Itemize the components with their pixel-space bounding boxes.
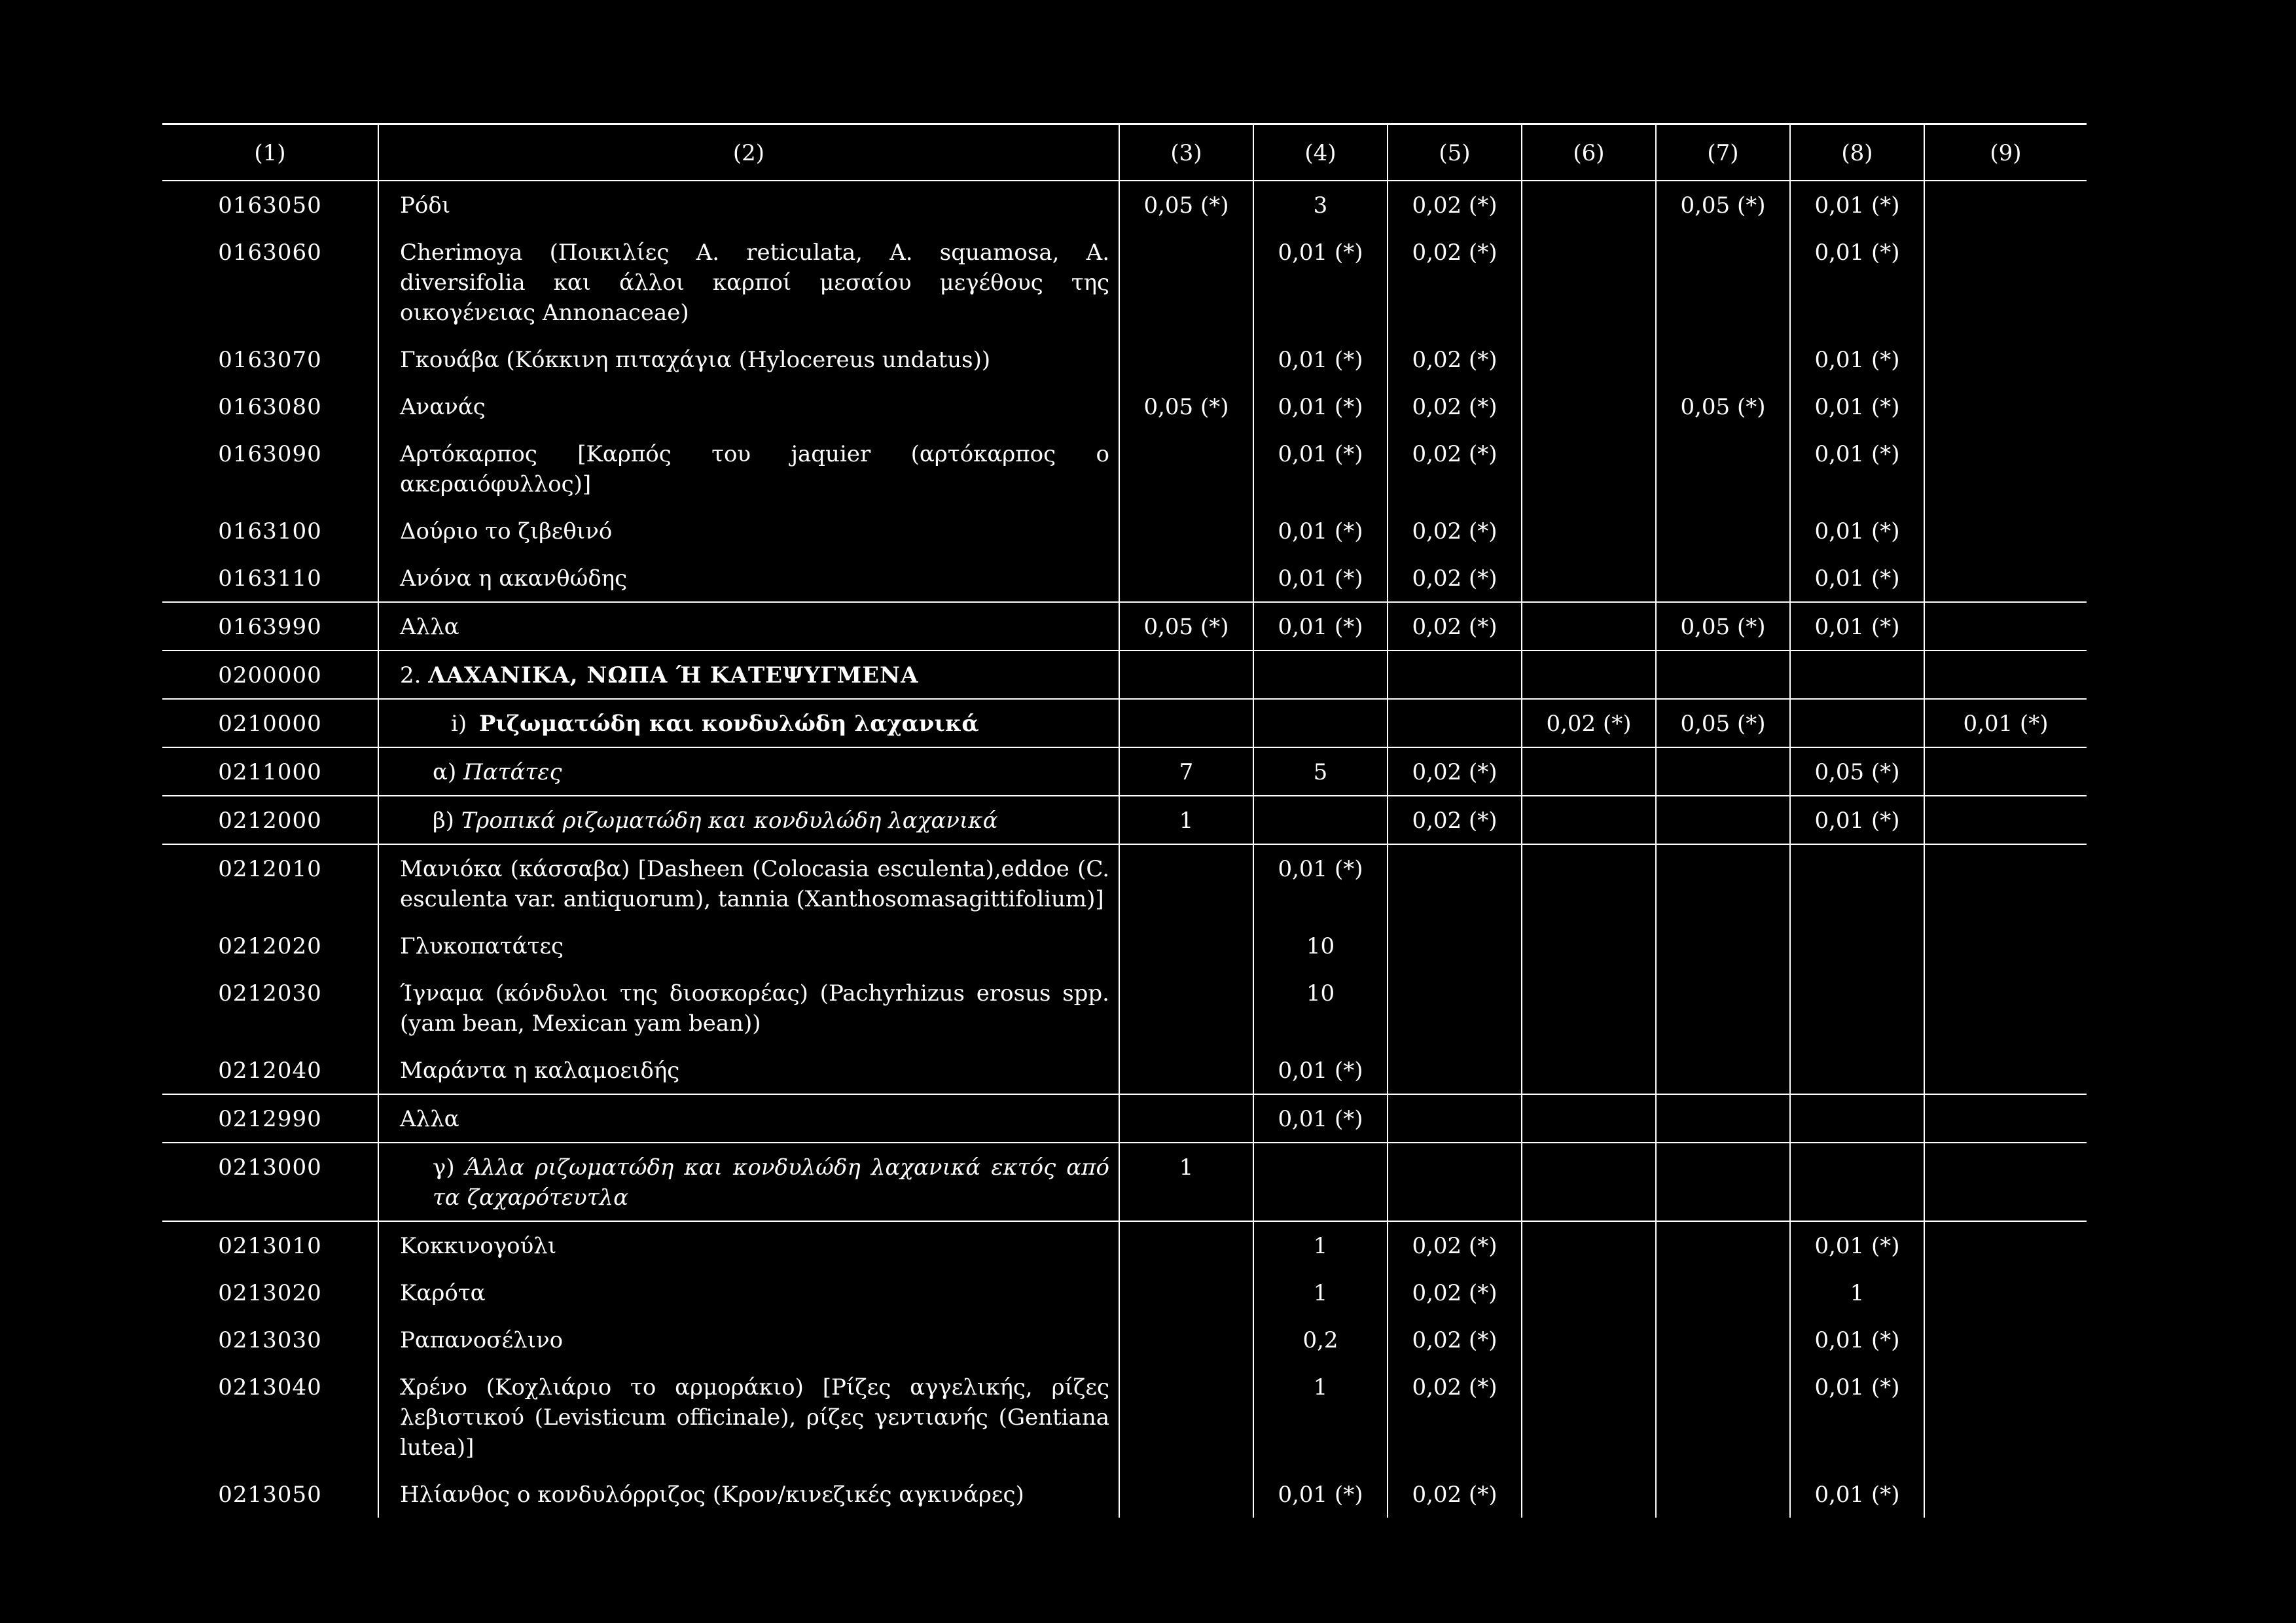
product-code: 0163050 — [162, 181, 378, 228]
mrl-value-col-4: 0,01 (*) — [1253, 228, 1388, 336]
product-name: Αλλα — [400, 1106, 459, 1132]
mrl-value-col-3 — [1119, 1046, 1253, 1094]
table-row — [162, 336, 2087, 383]
mrl-value-col-6 — [1522, 1471, 1656, 1518]
product-name: ΛΑΧΑΝΙΚΑ, ΝΩΠΑ Ή ΚΑΤΕΨΥΓΜΕΝΑ — [428, 662, 919, 688]
mrl-value-col-5: 0,02 (*) — [1388, 747, 1522, 796]
product-code: 0163070 — [162, 336, 378, 383]
table-row — [162, 1046, 2087, 1094]
mrl-value-col-9 — [1924, 602, 2087, 651]
product-description — [378, 1471, 1119, 1518]
mrl-value-col-7 — [1656, 554, 1790, 602]
mrl-value-col-7 — [1656, 651, 1790, 699]
header-row — [162, 124, 2087, 181]
mrl-value-col-9 — [1924, 1143, 2087, 1221]
mrl-value-col-4: 0,01 (*) — [1253, 1046, 1388, 1094]
product-code: 0212030 — [162, 969, 378, 1046]
mrl-value-col-3 — [1119, 1471, 1253, 1518]
table-row — [162, 228, 2087, 336]
mrl-value-col-8 — [1790, 969, 1924, 1046]
mrl-value-col-8 — [1790, 844, 1924, 922]
mrl-value-col-4: 0,01 (*) — [1253, 430, 1388, 507]
mrl-value-col-4: 0,01 (*) — [1253, 1471, 1388, 1518]
table-row — [162, 1363, 2087, 1471]
product-code: 0200000 — [162, 651, 378, 699]
product-name: Πατάτες — [463, 759, 562, 785]
product-name: Ηλίανθος ο κονδυλόρριζος (Κρον/κινεζικές αγκινάρες) — [400, 1482, 1024, 1508]
mrl-value-col-7: 0,05 (*) — [1656, 383, 1790, 430]
mrl-value-col-7 — [1656, 1269, 1790, 1316]
mrl-value-col-6 — [1522, 969, 1656, 1046]
mrl-value-col-5: 0,02 (*) — [1388, 1316, 1522, 1363]
mrl-value-col-3 — [1119, 336, 1253, 383]
mrl-value-col-9 — [1924, 1269, 2087, 1316]
product-description — [378, 1316, 1119, 1363]
mrl-value-col-6 — [1522, 651, 1656, 699]
column-header-3: (3) — [1119, 124, 1253, 181]
mrl-value-col-9 — [1924, 1046, 2087, 1094]
product-description — [378, 383, 1119, 430]
mrl-value-col-3 — [1119, 969, 1253, 1046]
mrl-value-col-5: 0,02 (*) — [1388, 336, 1522, 383]
mrl-value-col-8: 0,01 (*) — [1790, 1363, 1924, 1471]
mrl-value-col-9 — [1924, 922, 2087, 969]
product-description — [378, 336, 1119, 383]
mrl-value-col-7 — [1656, 747, 1790, 796]
mrl-value-col-7 — [1656, 1143, 1790, 1221]
mrl-value-col-5: 0,02 (*) — [1388, 796, 1522, 844]
mrl-value-col-8 — [1790, 1046, 1924, 1094]
mrl-value-col-4: 0,01 (*) — [1253, 383, 1388, 430]
product-description — [378, 651, 1119, 699]
mrl-value-col-9 — [1924, 1094, 2087, 1143]
product-description — [378, 1143, 1119, 1221]
mrl-value-col-7 — [1656, 1221, 1790, 1269]
residue-limits-table — [162, 123, 2087, 1518]
product-description — [378, 699, 1119, 747]
mrl-value-col-3 — [1119, 1316, 1253, 1363]
mrl-value-col-8 — [1790, 651, 1924, 699]
product-description — [378, 602, 1119, 651]
product-code: 0163990 — [162, 602, 378, 651]
item-number: i) — [451, 711, 467, 737]
mrl-value-col-3 — [1119, 1094, 1253, 1143]
mrl-value-col-4: 1 — [1253, 1363, 1388, 1471]
mrl-value-col-8: 0,01 (*) — [1790, 336, 1924, 383]
product-code: 0211000 — [162, 747, 378, 796]
mrl-value-col-6 — [1522, 1094, 1656, 1143]
mrl-value-col-8: 0,05 (*) — [1790, 747, 1924, 796]
table-row — [162, 1471, 2087, 1518]
mrl-value-col-3 — [1119, 554, 1253, 602]
mrl-value-col-8: 1 — [1790, 1269, 1924, 1316]
mrl-value-col-4 — [1253, 651, 1388, 699]
column-header-8: (8) — [1790, 124, 1924, 181]
product-code: 0212000 — [162, 796, 378, 844]
product-name: Μαράντα η καλαμοειδής — [400, 1058, 680, 1084]
product-name: Ίγναμα (κόνδυλοι της διοσκορέας) (Pachyrhizus erosus spp. (yam bean, Mexican yam bean)) — [400, 980, 1109, 1037]
mrl-value-col-7 — [1656, 336, 1790, 383]
mrl-value-col-6 — [1522, 796, 1656, 844]
mrl-value-col-7: 0,05 (*) — [1656, 181, 1790, 228]
product-name: Ραπανοσέλινο — [400, 1327, 564, 1353]
mrl-value-col-5: 0,02 (*) — [1388, 228, 1522, 336]
mrl-value-col-7 — [1656, 1471, 1790, 1518]
product-name: Καρότα — [400, 1280, 486, 1306]
mrl-value-col-4: 0,01 (*) — [1253, 336, 1388, 383]
product-code: 0163100 — [162, 507, 378, 554]
product-code: 0163080 — [162, 383, 378, 430]
mrl-value-col-6 — [1522, 747, 1656, 796]
table-row — [162, 699, 2087, 747]
mrl-value-col-7: 0,05 (*) — [1656, 699, 1790, 747]
mrl-value-col-8: 0,01 (*) — [1790, 228, 1924, 336]
table-row — [162, 651, 2087, 699]
product-code: 0212010 — [162, 844, 378, 922]
product-name: Γλυκοπατάτες — [400, 933, 564, 959]
product-description — [378, 747, 1119, 796]
mrl-value-col-8 — [1790, 922, 1924, 969]
mrl-value-col-4: 0,01 (*) — [1253, 844, 1388, 922]
mrl-value-col-7 — [1656, 844, 1790, 922]
mrl-value-col-5 — [1388, 1143, 1522, 1221]
product-code: 0213030 — [162, 1316, 378, 1363]
mrl-value-col-3: 0,05 (*) — [1119, 602, 1253, 651]
product-name: Δούριο το ζιβεθινό — [400, 518, 613, 544]
mrl-value-col-6 — [1522, 430, 1656, 507]
table-row — [162, 844, 2087, 922]
table-row — [162, 383, 2087, 430]
mrl-value-col-6 — [1522, 1269, 1656, 1316]
mrl-value-col-4: 1 — [1253, 1269, 1388, 1316]
mrl-value-col-9 — [1924, 228, 2087, 336]
table-row — [162, 1269, 2087, 1316]
product-description — [378, 1221, 1119, 1269]
mrl-value-col-9 — [1924, 1221, 2087, 1269]
mrl-value-col-6 — [1522, 922, 1656, 969]
mrl-value-col-8: 0,01 (*) — [1790, 383, 1924, 430]
product-code: 0213020 — [162, 1269, 378, 1316]
mrl-value-col-9 — [1924, 507, 2087, 554]
product-name: Κοκκινογούλι — [400, 1233, 557, 1259]
mrl-value-col-5: 0,02 (*) — [1388, 430, 1522, 507]
mrl-value-col-7 — [1656, 507, 1790, 554]
product-name: Ανόνα η ακανθώδης — [400, 565, 628, 592]
item-number: γ) — [433, 1154, 455, 1181]
product-name: Cherimoya (Ποικιλίες A. reticulata, A. squamosa, A. diversifolia και άλλοι καρποί μεσαίου μεγέθους της οικογένειας Annonaceae) — [400, 240, 1109, 326]
mrl-value-col-9 — [1924, 796, 2087, 844]
mrl-value-col-4 — [1253, 796, 1388, 844]
table-row — [162, 554, 2087, 602]
product-code: 0213050 — [162, 1471, 378, 1518]
mrl-value-col-3: 1 — [1119, 796, 1253, 844]
product-code: 0212020 — [162, 922, 378, 969]
mrl-value-col-6 — [1522, 554, 1656, 602]
mrl-value-col-4: 0,01 (*) — [1253, 554, 1388, 602]
mrl-value-col-9 — [1924, 844, 2087, 922]
product-description — [378, 969, 1119, 1046]
mrl-value-col-4: 1 — [1253, 1221, 1388, 1269]
mrl-value-col-6 — [1522, 336, 1656, 383]
mrl-value-col-5 — [1388, 699, 1522, 747]
column-header-9: (9) — [1924, 124, 2087, 181]
product-code: 0213000 — [162, 1143, 378, 1221]
product-code: 0213040 — [162, 1363, 378, 1471]
table-row — [162, 796, 2087, 844]
mrl-value-col-8 — [1790, 1094, 1924, 1143]
mrl-value-col-4: 0,01 (*) — [1253, 1094, 1388, 1143]
mrl-value-col-7 — [1656, 1363, 1790, 1471]
table-row — [162, 507, 2087, 554]
mrl-value-col-5: 0,02 (*) — [1388, 1221, 1522, 1269]
mrl-value-col-7 — [1656, 228, 1790, 336]
mrl-value-col-9 — [1924, 969, 2087, 1046]
mrl-value-col-9 — [1924, 430, 2087, 507]
mrl-value-col-8 — [1790, 1143, 1924, 1221]
mrl-value-col-3: 7 — [1119, 747, 1253, 796]
product-description — [378, 181, 1119, 228]
product-name: Γκουάβα (Κόκκινη πιταχάγια (Hylocereus undatus)) — [400, 347, 991, 373]
product-code: 0163110 — [162, 554, 378, 602]
mrl-value-col-5: 0,02 (*) — [1388, 554, 1522, 602]
mrl-value-col-8: 0,01 (*) — [1790, 507, 1924, 554]
mrl-value-col-6 — [1522, 1221, 1656, 1269]
product-code: 0163060 — [162, 228, 378, 336]
product-name: Ριζωματώδη και κονδυλώδη λαχανικά — [478, 711, 979, 737]
mrl-value-col-5: 0,02 (*) — [1388, 507, 1522, 554]
mrl-value-col-8: 0,01 (*) — [1790, 1471, 1924, 1518]
mrl-value-col-6 — [1522, 181, 1656, 228]
item-number: 2. — [400, 662, 422, 688]
mrl-value-col-6 — [1522, 1046, 1656, 1094]
item-number: β) — [433, 808, 454, 834]
table-row — [162, 1316, 2087, 1363]
product-name: Αρτόκαρπος [Καρπός του jaquier (αρτόκαρπος ο ακεραιόφυλλος)] — [400, 441, 1109, 497]
item-number: α) — [433, 759, 457, 785]
product-description — [378, 1046, 1119, 1094]
mrl-value-col-7 — [1656, 922, 1790, 969]
table-row — [162, 969, 2087, 1046]
mrl-value-col-3: 0,05 (*) — [1119, 383, 1253, 430]
mrl-value-col-7 — [1656, 796, 1790, 844]
mrl-value-col-4: 10 — [1253, 969, 1388, 1046]
product-description — [378, 796, 1119, 844]
mrl-value-col-5 — [1388, 969, 1522, 1046]
mrl-value-col-9 — [1924, 747, 2087, 796]
mrl-value-col-5 — [1388, 1046, 1522, 1094]
table-row — [162, 922, 2087, 969]
mrl-value-col-4 — [1253, 1143, 1388, 1221]
mrl-value-col-5: 0,02 (*) — [1388, 1471, 1522, 1518]
mrl-value-col-3 — [1119, 844, 1253, 922]
product-name: Μανιόκα (κάσσαβα) [Dasheen (Colocasia esculenta),eddoe (C. esculenta var. antiquorum), tannia (Xanthosomasagittifolium)] — [400, 856, 1109, 912]
mrl-value-col-4: 10 — [1253, 922, 1388, 969]
mrl-value-col-9 — [1924, 651, 2087, 699]
column-header-5: (5) — [1388, 124, 1522, 181]
mrl-value-col-9 — [1924, 554, 2087, 602]
product-description — [378, 1269, 1119, 1316]
product-code: 0213010 — [162, 1221, 378, 1269]
mrl-value-col-3: 1 — [1119, 1143, 1253, 1221]
mrl-value-col-3 — [1119, 1221, 1253, 1269]
mrl-value-col-7 — [1656, 430, 1790, 507]
table-row — [162, 602, 2087, 651]
mrl-value-col-8: 0,01 (*) — [1790, 602, 1924, 651]
column-header-1: (1) — [162, 124, 378, 181]
mrl-value-col-8: 0,01 (*) — [1790, 430, 1924, 507]
mrl-value-col-7 — [1656, 1046, 1790, 1094]
mrl-value-col-5: 0,02 (*) — [1388, 383, 1522, 430]
mrl-value-col-6 — [1522, 507, 1656, 554]
mrl-value-col-8: 0,01 (*) — [1790, 1316, 1924, 1363]
column-header-4: (4) — [1253, 124, 1388, 181]
mrl-value-col-6 — [1522, 228, 1656, 336]
mrl-value-col-3 — [1119, 922, 1253, 969]
mrl-value-col-9: 0,01 (*) — [1924, 699, 2087, 747]
mrl-value-col-4: 0,01 (*) — [1253, 507, 1388, 554]
mrl-value-col-5: 0,02 (*) — [1388, 1269, 1522, 1316]
mrl-value-col-9 — [1924, 181, 2087, 228]
mrl-value-col-3 — [1119, 507, 1253, 554]
table-row — [162, 1094, 2087, 1143]
mrl-value-col-4: 0,01 (*) — [1253, 602, 1388, 651]
mrl-value-col-6 — [1522, 844, 1656, 922]
mrl-value-col-3 — [1119, 228, 1253, 336]
mrl-value-col-9 — [1924, 336, 2087, 383]
mrl-value-col-4: 0,2 — [1253, 1316, 1388, 1363]
mrl-value-col-6 — [1522, 1316, 1656, 1363]
mrl-value-col-3 — [1119, 651, 1253, 699]
mrl-value-col-5 — [1388, 922, 1522, 969]
mrl-value-col-4: 5 — [1253, 747, 1388, 796]
mrl-value-col-7 — [1656, 1094, 1790, 1143]
table-row — [162, 1143, 2087, 1221]
mrl-value-col-5: 0,02 (*) — [1388, 602, 1522, 651]
mrl-value-col-3 — [1119, 699, 1253, 747]
product-description — [378, 430, 1119, 507]
mrl-value-col-6 — [1522, 602, 1656, 651]
product-code: 0212040 — [162, 1046, 378, 1094]
mrl-value-col-4 — [1253, 699, 1388, 747]
product-code: 0212990 — [162, 1094, 378, 1143]
product-code: 0163090 — [162, 430, 378, 507]
mrl-value-col-5: 0,02 (*) — [1388, 1363, 1522, 1471]
product-description — [378, 922, 1119, 969]
mrl-value-col-9 — [1924, 1363, 2087, 1471]
mrl-value-col-5 — [1388, 1094, 1522, 1143]
mrl-value-col-6 — [1522, 1363, 1656, 1471]
column-header-7: (7) — [1656, 124, 1790, 181]
product-description — [378, 844, 1119, 922]
mrl-value-col-7 — [1656, 1316, 1790, 1363]
product-description — [378, 554, 1119, 602]
mrl-value-col-3 — [1119, 1363, 1253, 1471]
product-description — [378, 1363, 1119, 1471]
table-row — [162, 747, 2087, 796]
mrl-value-col-8: 0,01 (*) — [1790, 1221, 1924, 1269]
mrl-value-col-5: 0,02 (*) — [1388, 181, 1522, 228]
mrl-value-col-9 — [1924, 1471, 2087, 1518]
mrl-value-col-3: 0,05 (*) — [1119, 181, 1253, 228]
mrl-value-col-7: 0,05 (*) — [1656, 602, 1790, 651]
column-header-6: (6) — [1522, 124, 1656, 181]
mrl-value-col-3 — [1119, 430, 1253, 507]
mrl-value-col-4: 3 — [1253, 181, 1388, 228]
mrl-value-col-7 — [1656, 969, 1790, 1046]
product-description — [378, 1094, 1119, 1143]
mrl-value-col-6 — [1522, 1143, 1656, 1221]
mrl-value-col-5 — [1388, 651, 1522, 699]
table-row — [162, 181, 2087, 228]
mrl-value-col-5 — [1388, 844, 1522, 922]
mrl-value-col-8: 0,01 (*) — [1790, 796, 1924, 844]
mrl-value-col-8: 0,01 (*) — [1790, 554, 1924, 602]
product-name: Ρόδι — [400, 192, 451, 219]
table-row — [162, 430, 2087, 507]
product-code: 0210000 — [162, 699, 378, 747]
product-name: Αλλα — [400, 614, 459, 640]
mrl-value-col-8 — [1790, 699, 1924, 747]
product-description — [378, 507, 1119, 554]
mrl-value-col-9 — [1924, 1316, 2087, 1363]
mrl-value-col-9 — [1924, 383, 2087, 430]
mrl-value-col-3 — [1119, 1269, 1253, 1316]
product-name: Χρένο (Κοχλιάριο το αρμοράκιο) [Ρίζες αγγελικής, ρίζες λεβιστικού (Levisticum officinale), ρίζες γεντιανής (Gentiana lutea)] — [400, 1374, 1109, 1461]
table-row — [162, 1221, 2087, 1269]
mrl-value-col-8: 0,01 (*) — [1790, 181, 1924, 228]
product-name: Τροπικά ριζωματώδη και κονδυλώδη λαχανικά — [461, 808, 998, 834]
mrl-value-col-6: 0,02 (*) — [1522, 699, 1656, 747]
table-body — [162, 181, 2087, 1518]
product-name: Ανανάς — [400, 394, 486, 420]
product-name: Άλλα ριζωματώδη και κονδυλώδη λαχανικά εκτός από τα ζαχαρότευτλα — [433, 1154, 1109, 1211]
product-description — [378, 228, 1119, 336]
mrl-value-col-6 — [1522, 383, 1656, 430]
column-header-2: (2) — [378, 124, 1119, 181]
